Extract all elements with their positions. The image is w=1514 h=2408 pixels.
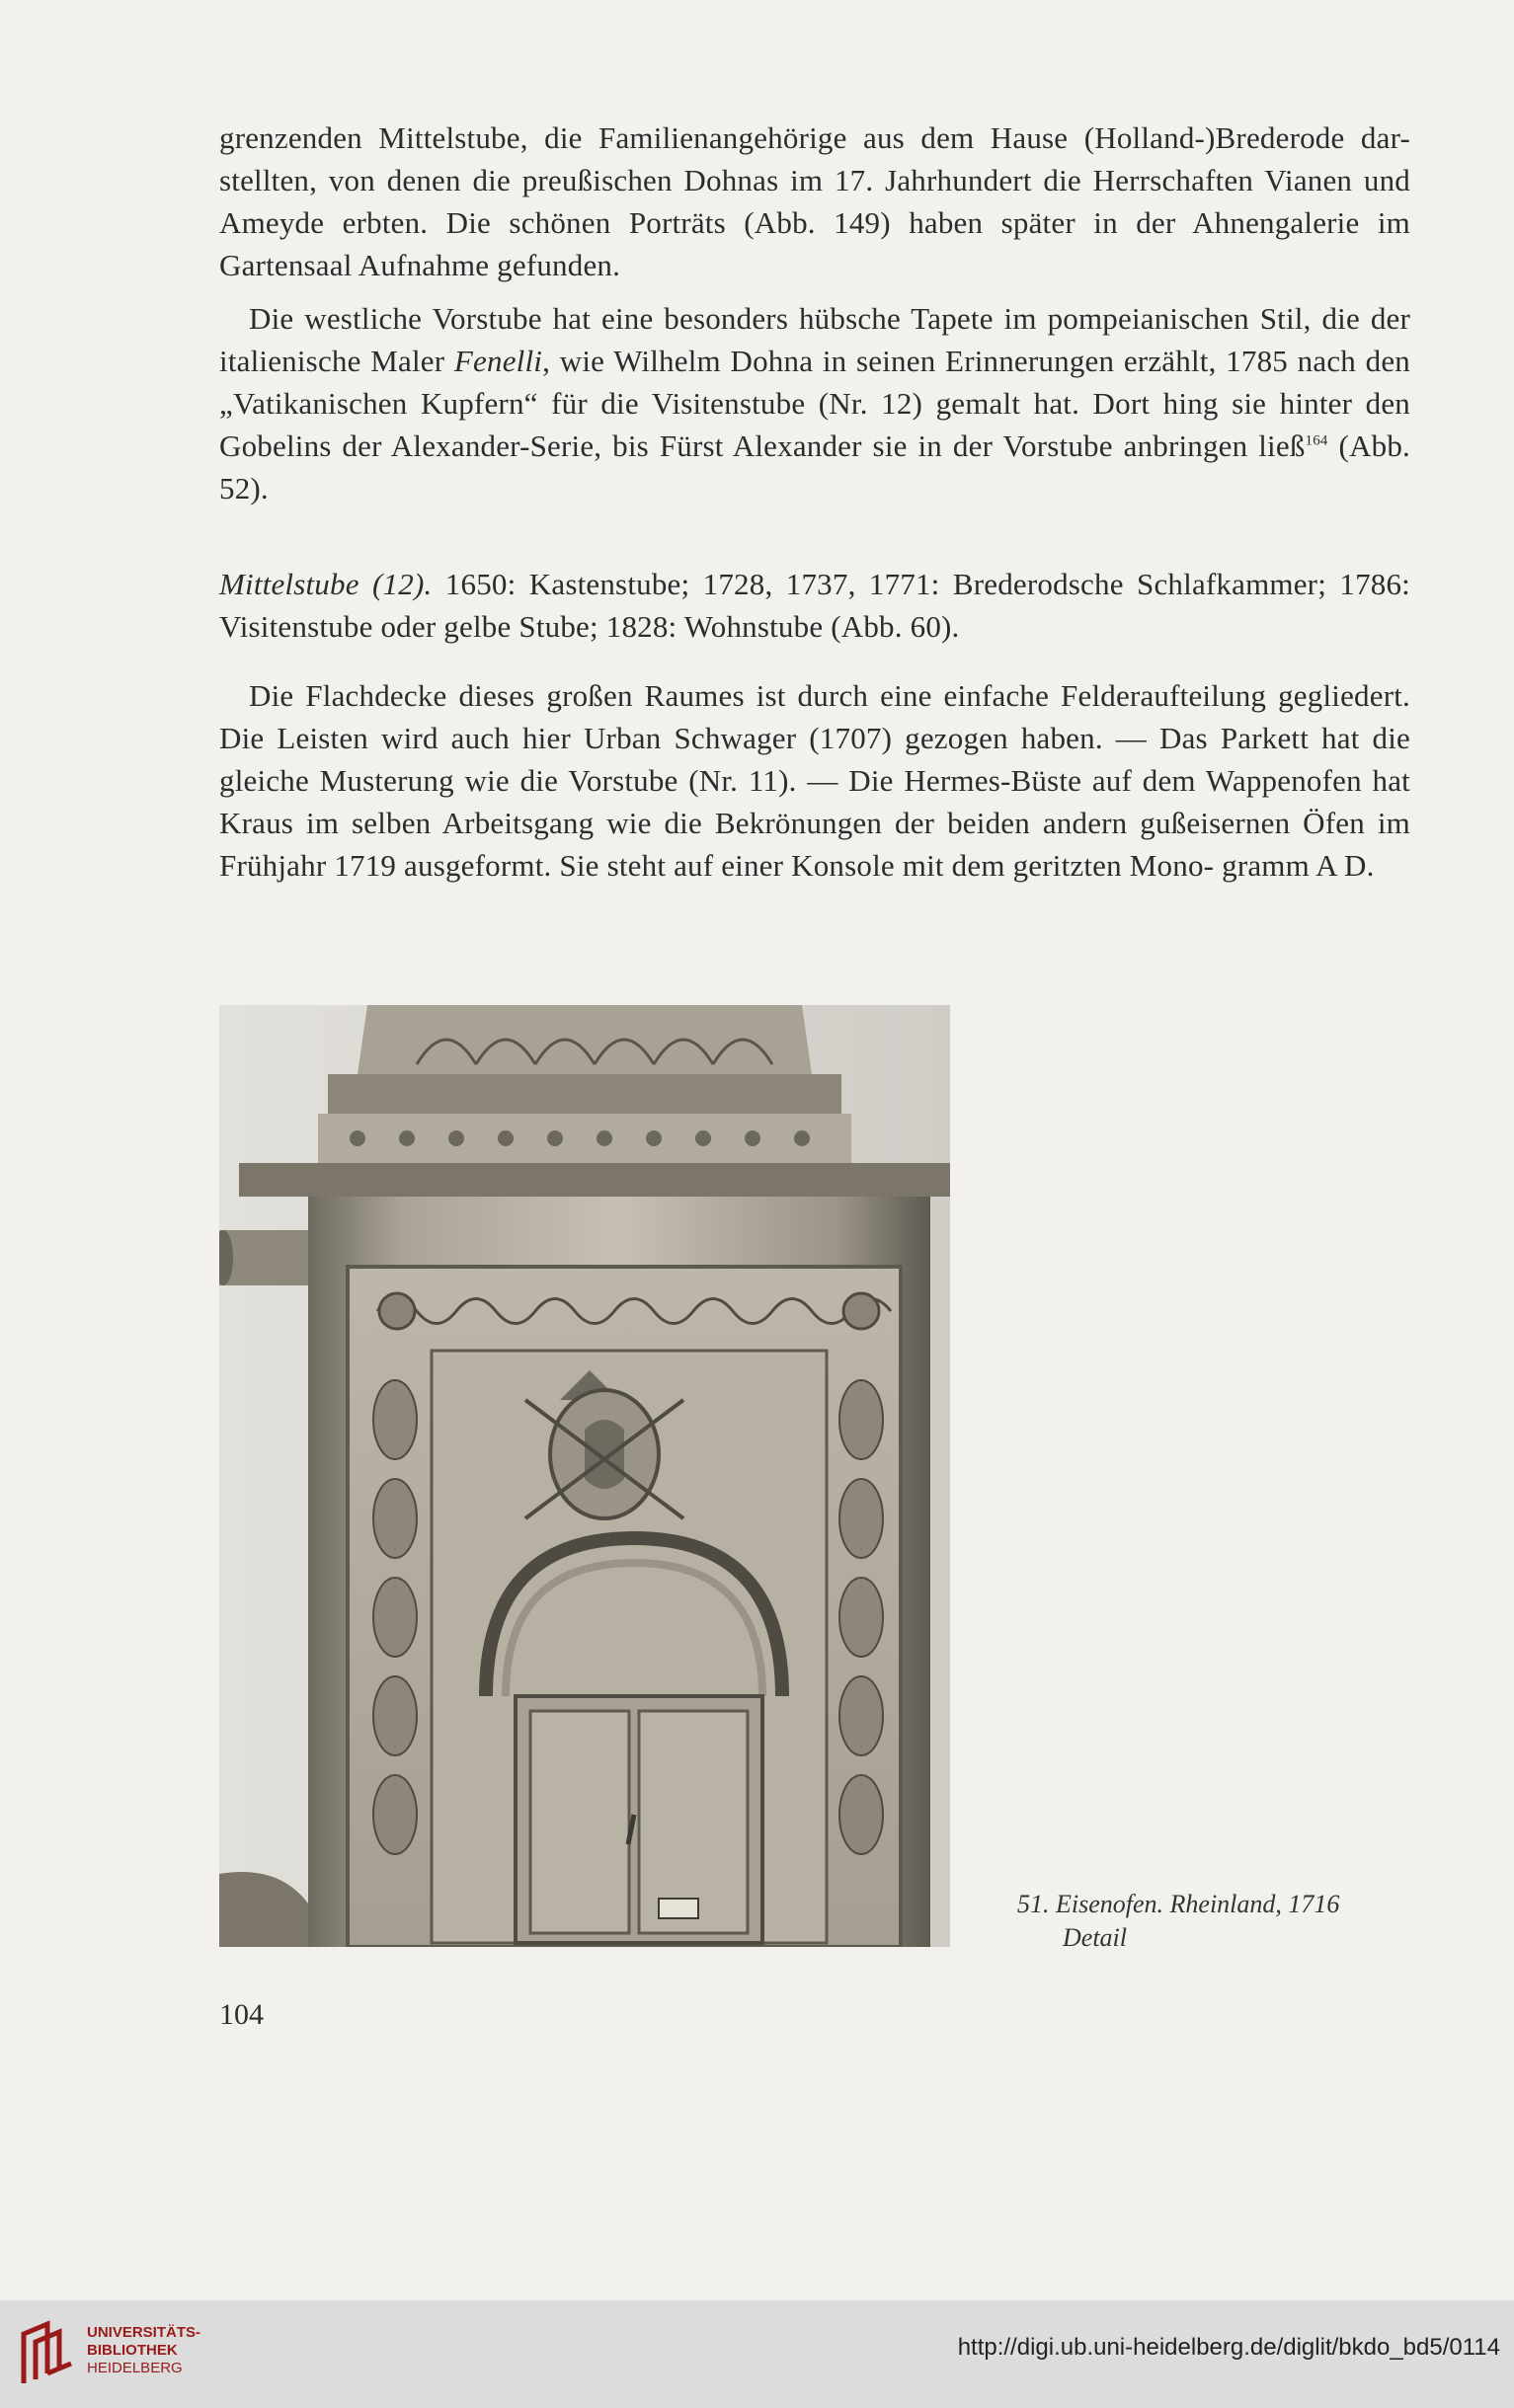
paragraph-4 [219,674,1410,887]
caption-detail: Detail [1063,1923,1127,1952]
library-name [87,2324,200,2377]
page-number: 104 [219,1998,264,2031]
paragraph-2-text [219,297,1410,509]
room-history: 1650: Kastenstube; 1728, 1737, 1771: Brederodsche Schlafkammer; 1786: Visitenstube oder gelbe Stube; 1828: Wohnstube (Abb. 60). [219,567,1410,644]
stove-photograph [219,1005,950,1947]
paragraph-1 [219,117,1410,286]
paragraph-2-part-c: (Abb. 52). [219,428,1411,505]
paragraph-1-text: grenzenden Mittelstube, die Familienangehörige aus dem Hause (Holland-)Brederode dar- stellten, von denen die preußischen Dohnas im 17. Jahrhundert die Herrschaften Vianen und Ameyde erbten. Die schönen Porträts (Abb. 149) haben später in der Ahnengalerie im Gartensaal Aufnahme gefunden. [219,120,1410,282]
paragraph-2-part-a: Die westliche Vorstube hat eine besonders hübsche Tapete im pompeianischen Stil, die der italienische Maler [219,301,1410,378]
paragraph-3-text [219,563,1410,648]
paragraph-2-part-b: , wie Wilhelm Dohna in seinen Erinnerungen erzählt, 1785 nach den „Vatikanischen Kupfern“ für die Visitenstube (Nr. 12) gemalt hat. Dort hing sie hinter den Gobelins der Alexander-Serie, bis Fürst Alexander sie in der Vorstube anbringen ließ [219,344,1410,463]
paragraph-4-text: Die Flachdecke dieses großen Raumes ist durch eine einfache Felderaufteilung gegliedert. Die Leisten wird auch hier Urban Schwager (1707) gezogen haben. — Das Parkett hat die gleiche Musterung wie die Vorstube (Nr. 11). — Die Hermes-Büste auf dem Wappenofen hat Kraus im selben Arbeitsgang wie die Bekrönungen der beiden andern gußeisernen Öfen im Frühjahr 1719 ausgeformt. Sie steht auf einer Konsole mit dem geritzten Mono- gramm A D. [219,678,1410,883]
library-name-line-3: HEIDELBERG [87,2360,183,2376]
library-footer [0,2300,1514,2408]
library-logo-icon [18,2320,75,2387]
painter-name: Fenelli [453,344,543,378]
source-url-link[interactable]: http://digi.ub.uni-heidelberg.de/diglit/bkdo_bd5/0114 [957,2334,1500,2361]
caption-title: 51. Eisenofen. Rheinland, 1716 [1017,1890,1340,1918]
paragraph-2 [219,297,1410,509]
library-name-line-1: UNIVERSITÄTS- [87,2324,201,2341]
paragraph-3 [219,563,1410,648]
library-name-line-2: BIBLIOTHEK [87,2342,178,2359]
footnote-reference: 164 [1305,432,1328,449]
room-heading: Mittelstube (12). [219,567,433,601]
figure-caption [1017,1888,1412,1955]
